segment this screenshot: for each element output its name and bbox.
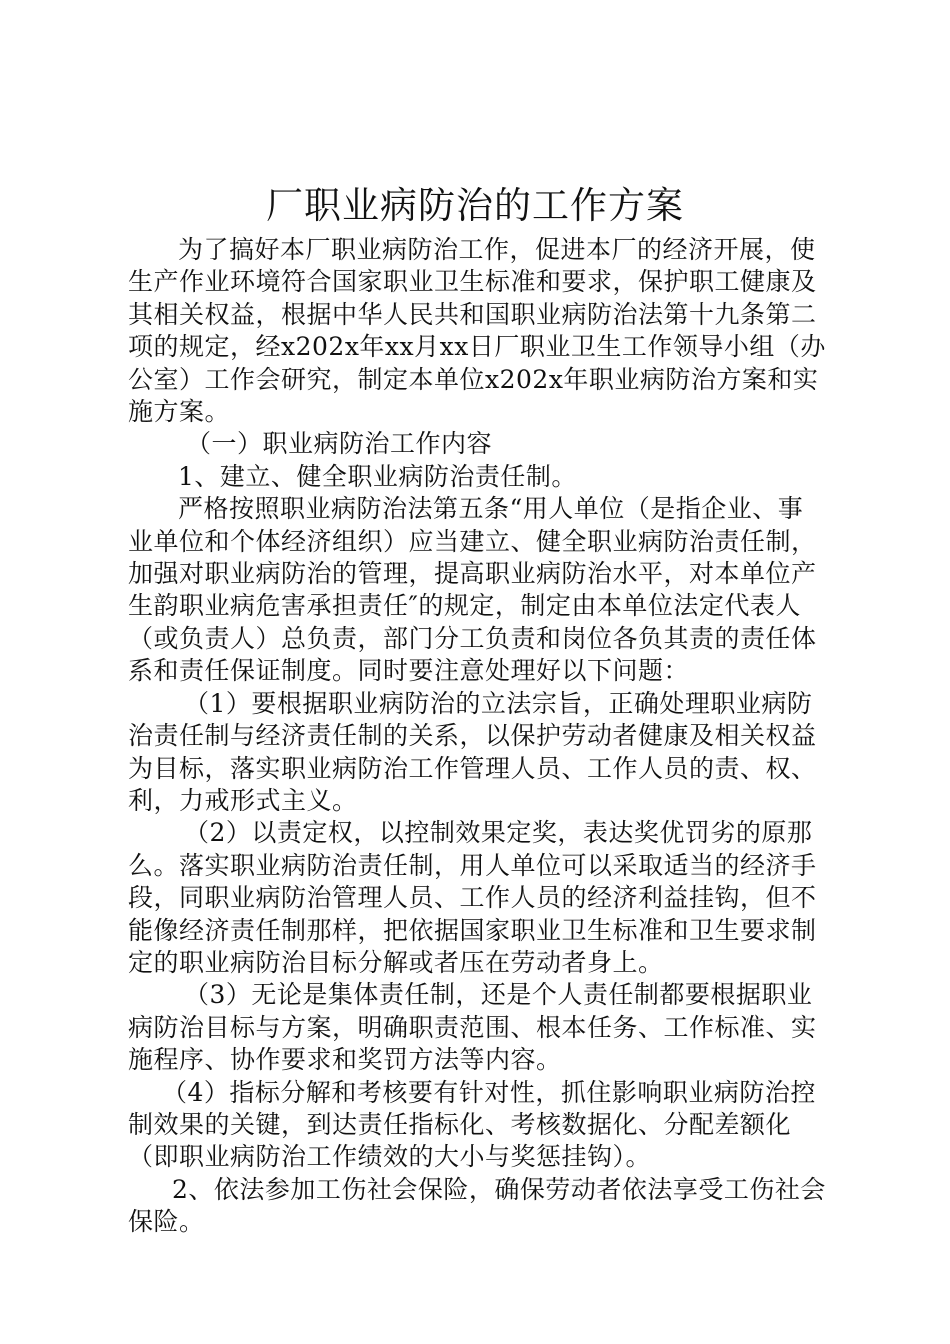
item-heading-2: 2、依法参加工伤社会保险，确保劳动者依法享受工伤社会保险。	[128, 1174, 826, 1237]
item-heading-1: 1、建立、健全职业病防治责任制。	[178, 461, 577, 491]
point-2-paragraph: （2）以责定权，以控制效果定奖，表达奖优罚劣的原那么。落实职业病防治责任制，用人单位可以采取适当的经济手段，同职业病防治管理人员、工作人员的经济利益挂钩，但不能像经济责任制那样，把依据国家职业卫生标准和卫生要求制定的职业病防治目标分解或者压在劳动者身上。	[128, 818, 817, 977]
document-body	[128, 234, 828, 1239]
document-title: 厂职业病防治的工作方案	[266, 184, 684, 227]
point-4-paragraph: （4）指标分解和考核要有针对性，抓住影响职业病防治控制效果的关键，到达责任指标化、考核数据化、分配差额化（即职业病防治工作绩效的大小与奖惩挂钩）。	[128, 1077, 816, 1172]
point-1-paragraph: （1）要根据职业病防治的立法宗旨，正确处理职业病防治责任制与经济责任制的关系，以保护劳动者健康及相关权益为目标，落实职业病防治工作管理人员、工作人员的责、权、利，力戒形式主义。	[128, 688, 817, 815]
intro-paragraph: 为了搞好本厂职业病防治工作，促进本厂的经济开展，使生产作业环境符合国家职业卫生标准和要求，保护职工健康及其相关权益，根据中华人民共和国职业病防治法第十九条第二项的规定，经x202x年xx月xx日厂职业卫生工作领导小组（办公室）工作会研究，制定本单位x202x年职业病防治方案和实施方案。	[128, 235, 826, 427]
responsibility-paragraph: 严格按照职业病防治法第五条“用人单位（是指企业、事业单位和个体经济组织）应当建立、健全职业病防治责任制，加强对职业病防治的管理，提高职业病防治水平，对本单位产生韵职业病危害承担责任″的规定，制定由本单位法定代表人（或负责人）总负责，部门分工负责和岗位各负其责的责任体系和责任保证制度。同时要注意处理好以下问题：	[128, 494, 817, 686]
point-3-paragraph: （3）无论是集体责任制，还是个人责任制都要根据职业病防治目标与方案，明确职责范围、根本任务、工作标准、实施程序、协作要求和奖罚方法等内容。	[128, 980, 817, 1075]
section-heading-1: （一）职业病防治工作内容	[186, 429, 493, 459]
